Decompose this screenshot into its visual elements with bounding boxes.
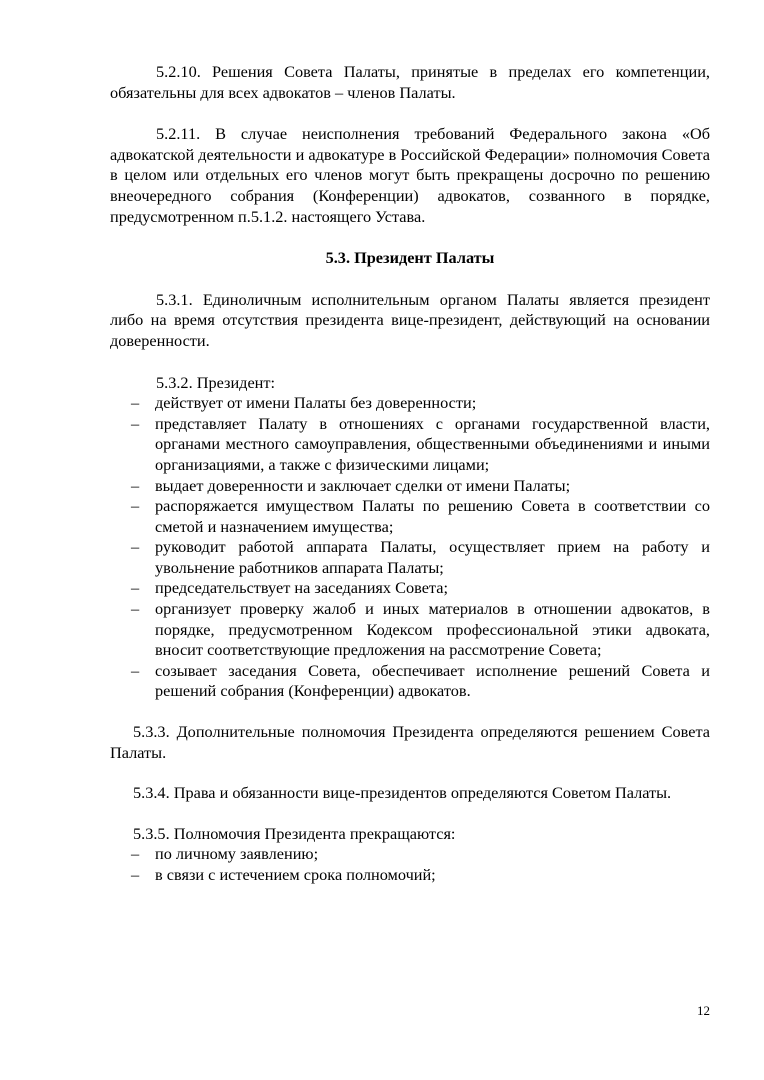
list-item-text: руководит работой аппарата Палаты, осуществляет прием на работу и увольнение работников аппарата Палаты;	[155, 537, 710, 577]
list-item-text: созывает заседания Совета, обеспечивает исполнение решений Совета и решений собрания (Конференции) адвокатов.	[155, 660, 710, 701]
section-heading-5-3: 5.3. Президент Палаты	[325, 248, 495, 268]
paragraph-5-3-3: 5.3.3. Дополнительные полномочия Президента определяются решением Совета Палаты.	[110, 722, 710, 762]
list-item	[110, 844, 710, 865]
list-item-text: по личному заявлению;	[155, 844, 319, 864]
list-item-text: представляет Палату в отношениях с органами государственной власти, органами местного самоуправления, общественными объединениями и иными организациями, а также с физическими лицами;	[155, 413, 710, 474]
paragraph-5-3-4: 5.3.4. Права и обязанности вице-президентов определяются Советом Палаты.	[133, 783, 672, 803]
list-item	[110, 393, 710, 414]
paragraph-5-3-1: 5.3.1. Единоличным исполнительным органом Палаты является президент либо на время отсутствия президента вице-президент, действующий на основании доверенности.	[110, 289, 710, 350]
list-item-text: организует проверку жалоб и иных материалов в отношении адвокатов, в порядке, предусмотренном Кодексом профессиональной этики адвоката, вносит соответствующие предложения на рассмотрение Совета;	[155, 599, 710, 660]
paragraph-5-3-2: 5.3.2. Президент:	[156, 372, 276, 392]
dash-marker: –	[131, 599, 140, 619]
list-item	[110, 865, 710, 886]
list-item	[110, 414, 710, 476]
dash-marker: –	[131, 496, 140, 516]
dash-marker: –	[131, 537, 140, 557]
list-item	[110, 599, 710, 661]
list-item	[110, 496, 710, 537]
list-item	[110, 476, 710, 497]
list-item	[110, 578, 710, 599]
president-powers-list	[110, 393, 710, 702]
list-item-text: председательствует на заседаниях Совета;	[155, 578, 448, 598]
page-content	[110, 62, 710, 886]
dash-marker: –	[131, 660, 140, 680]
list-item-text: распоряжается имуществом Палаты по решению Совета в соответствии со сметой и назначением имущества;	[155, 496, 710, 536]
paragraph-5-2-10: 5.2.10. Решения Совета Палаты, принятые в пределах его компетенции, обязательны для всех адвокатов – членов Палаты.	[110, 62, 710, 102]
dash-marker: –	[131, 865, 140, 884]
dash-marker: –	[131, 475, 140, 495]
list-item-text: выдает доверенности и заключает сделки от имени Палаты;	[155, 475, 571, 495]
paragraph-5-2-11: 5.2.11. В случае неисполнения требований Федерального закона «Об адвокатской деятельности и адвокатуре в Российской Федерации» полномочия Совета в целом или отдельных его членов могут быть прекращены досрочно по решению внеочередного собрания (Конференции) адвокатов, созванного в порядке, предусмотренном п.5.1.2. настоящего Устава.	[110, 124, 710, 226]
page-number: 12	[697, 1003, 710, 1018]
dash-marker: –	[131, 413, 140, 433]
list-item	[110, 661, 710, 702]
dash-marker: –	[131, 844, 140, 864]
list-item-text: в связи с истечением срока полномочий;	[155, 865, 436, 884]
termination-grounds-list	[110, 844, 710, 885]
dash-marker: –	[131, 393, 140, 413]
list-item-text: действует от имени Палаты без доверенности;	[155, 393, 477, 413]
paragraph-5-3-5: 5.3.5. Полномочия Президента прекращаются:	[133, 823, 456, 843]
list-item	[110, 537, 710, 578]
dash-marker: –	[131, 578, 140, 598]
